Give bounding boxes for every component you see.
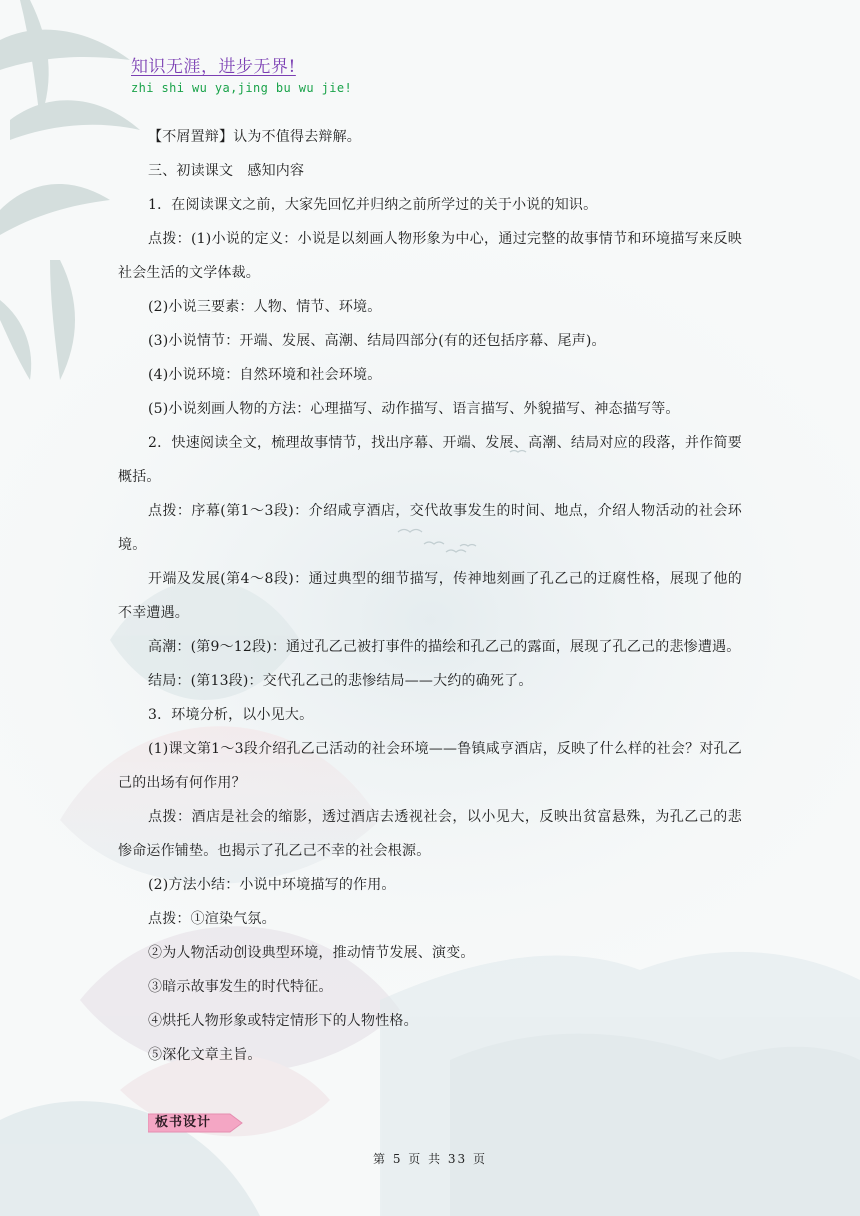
header-pinyin: zhi shi wu ya,jing bu wu jie!: [131, 81, 353, 95]
hint-era: ③暗示故事发生的时代特征。: [148, 979, 333, 995]
hint-climax: 高潮：(第9～12段)：通过孔乙己被打事件的描绘和孔乙己的露面，展现了孔乙己的悲惨遭遇。: [148, 639, 741, 655]
hint-plot: (3)小说情节：开端、发展、高潮、结局四部分(有的还包括序幕、尾声)。: [148, 333, 606, 349]
blackboard-design-badge: [148, 1112, 244, 1134]
hint-methods: (5)小说刻画人物的方法：心理描写、动作描写、语言描写、外貌描写、神态描写等。: [148, 401, 680, 417]
hint-development: 开端及发展(第4～8段)：通过典型的细节描写，传神地刻画了孔乙己的迂腐性格，展现了他的不幸遭遇。: [118, 571, 742, 621]
header-motto: 知识无涯，进步无界!: [131, 57, 296, 77]
badge-label: 板书设计: [155, 1115, 212, 1130]
document-body: [118, 120, 742, 1072]
hint-tavern: 点拨：酒店是社会的缩影，透过酒店去透视社会，以小见大，反映出贫富悬殊，为孔乙己的悲惨命运作铺垫。也揭示了孔乙己不幸的社会根源。: [118, 809, 742, 859]
hint-typical-environment: ②为人物活动创设典型环境，推动情节发展、演变。: [148, 945, 475, 961]
page-header: [131, 56, 352, 96]
hint-environment: (4)小说环境：自然环境和社会环境。: [148, 367, 382, 383]
question-3: 3．环境分析，以小见大。: [148, 707, 314, 723]
question-1: 1．在阅读课文之前，大家先回忆并归纳之前所学过的关于小说的知识。: [148, 197, 598, 213]
hint-character: ④烘托人物形象或特定情形下的人物性格。: [148, 1013, 418, 1029]
sub-question-2: (2)方法小结：小说中环境描写的作用。: [148, 877, 396, 893]
hint-theme: ⑤深化文章主旨。: [148, 1047, 262, 1063]
hint-atmosphere: 点拨：①渲染气氛。: [148, 911, 276, 927]
vocab-note: 【不屑置辩】认为不值得去辩解。: [148, 129, 361, 145]
page-number: 第 5 页 共 33 页: [373, 1152, 487, 1166]
question-2: 2．快速阅读全文，梳理故事情节，找出序幕、开端、发展、高潮、结局对应的段落，并作简要概括。: [118, 435, 742, 485]
hint-elements: (2)小说三要素：人物、情节、环境。: [148, 299, 382, 315]
hint-definition: 点拨：(1)小说的定义：小说是以刻画人物形象为中心，通过完整的故事情节和环境描写来反映社会生活的文学体裁。: [118, 231, 742, 281]
hint-prologue: 点拨：序幕(第1～3段)：介绍咸亨酒店，交代故事发生的时间、地点，介绍人物活动的社会环境。: [118, 503, 742, 553]
section-heading: 三、初读课文 感知内容: [148, 163, 305, 179]
hint-ending: 结局：(第13段)：交代孔乙己的悲惨结局——大约的确死了。: [148, 673, 533, 689]
sub-question-1: (1)课文第1～3段介绍孔乙己活动的社会环境——鲁镇咸亨酒店，反映了什么样的社会？对孔乙己的出场有何作用？: [118, 741, 742, 791]
